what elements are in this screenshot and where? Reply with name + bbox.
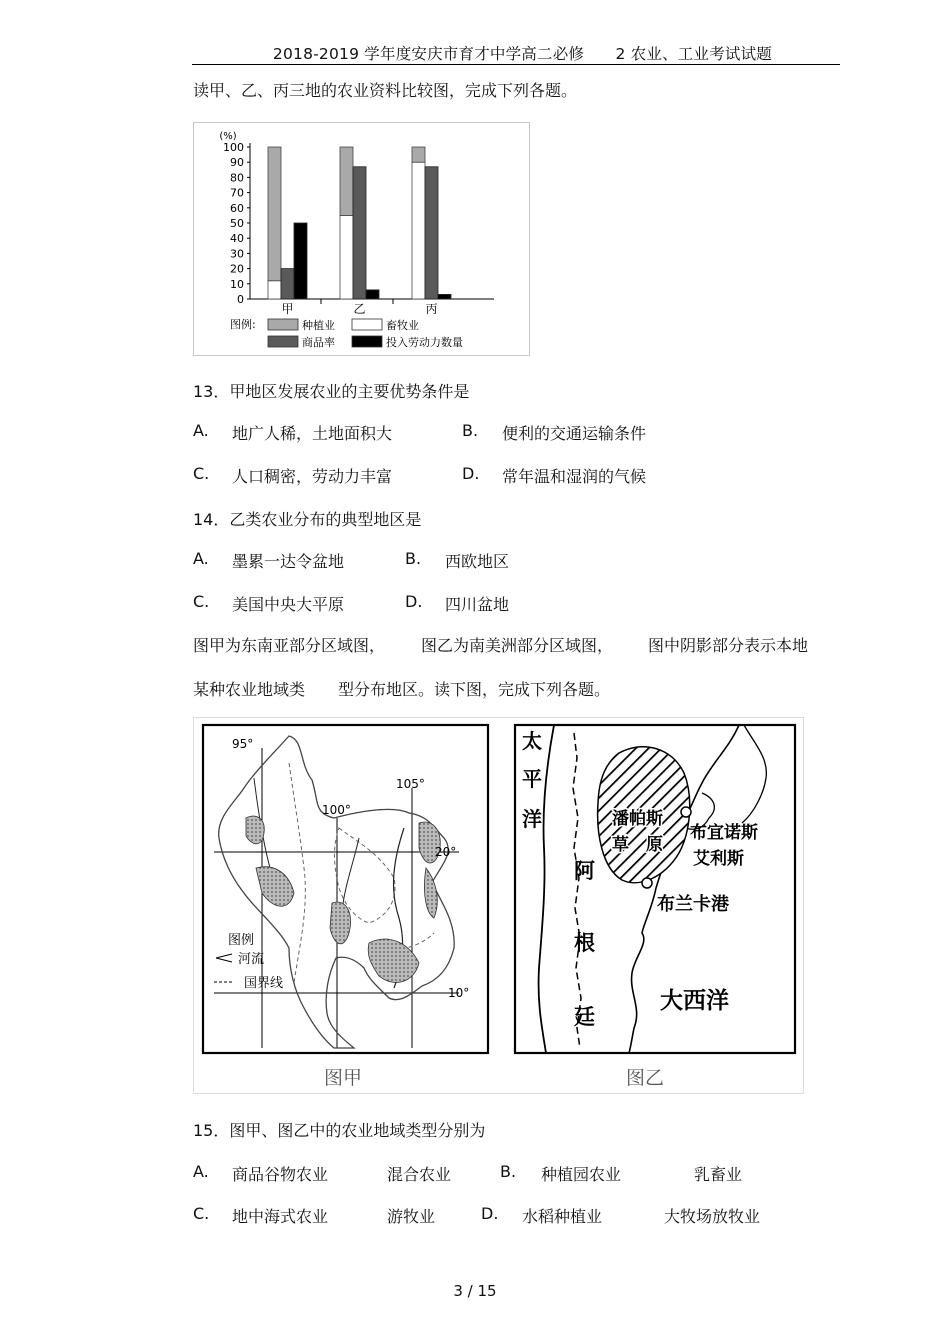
argentina-char-2: 根 [574,931,595,955]
q15-option-a-letter: A. [193,1162,209,1181]
q13-option-b: 便利的交通运输条件 [502,424,647,443]
y-axis-unit: (%) [219,131,237,142]
q15-option-b-second: 乳畜业 [694,1165,743,1184]
intro2-part-5: 型分布地区。读下图，完成下列各题。 [338,680,611,699]
q15-stem: 15．图甲、图乙中的农业地域类型分别为 [193,1121,486,1140]
q13-option-c-letter: C. [193,464,210,483]
bahia-blanca-marker [642,878,652,888]
legend-label: 投入劳动力数量 [386,336,463,349]
map-jia [203,725,488,1089]
atlantic-label: 大西洋 [660,988,729,1014]
pacific-char-1: 太 [522,729,542,753]
q15-option-d-first: 水稻种植业 [522,1207,603,1226]
y-tick-label: 60 [230,201,244,215]
shaded-area-1 [246,816,264,844]
q14-option-d-letter: D. [405,592,423,611]
intro2-part-1: 图甲为东南亚部分区域图， [193,636,386,655]
maps-svg [194,718,803,1093]
maps-figure [193,717,804,1094]
q15-option-d-letter: D. [481,1204,499,1223]
q13-option-b-letter: B. [462,421,479,440]
q13-option-d-letter: D. [462,464,480,483]
y-tick-label: 0 [237,293,244,306]
y-tick-label: 40 [230,232,244,246]
legend-swatch [352,336,382,347]
agriculture-chart [193,122,530,356]
y-tick-label: 100 [223,141,244,154]
q15-option-c-letter: C. [193,1204,210,1223]
pacific-char-2: 平 [522,767,542,791]
bar-畜牧业 [412,162,425,299]
buenos-aires-label-2: 艾利斯 [693,849,744,869]
buenos-aires-label-1: 布宜诺斯 [690,823,758,843]
q15-option-a-second: 混合农业 [387,1165,452,1184]
map-yi [515,725,795,1089]
q13-option-a: 地广人稀，土地面积大 [232,424,393,443]
legend-swatch [352,319,382,330]
q15-option-b-letter: B. [500,1162,517,1181]
shaded-area-3 [330,902,350,944]
q15-option-c-second: 游牧业 [387,1207,436,1226]
legend-swatch [268,319,298,330]
q15-option-b-first: 种植园农业 [541,1165,622,1184]
legend-label: 种植业 [302,319,335,332]
q14-stem: 14．乙类农业分布的典型地区是 [193,510,422,529]
legend-swatch [268,336,298,347]
header-title: 2018-2019 学年度安庆市育才中学高二必修 2 农业、工业考试试题 [272,45,772,63]
bar-种植业 [340,147,353,215]
bar-投入劳动力数量 [438,294,451,299]
q14-option-b-letter: B. [405,549,422,568]
q13-option-c: 人口稠密，劳动力丰富 [232,467,393,486]
y-tick-label: 30 [230,247,244,261]
q13-stem: 13．甲地区发展农业的主要优势条件是 [193,382,470,401]
page-number: 3 / 15 [453,1282,497,1300]
map-jia-caption: 图甲 [324,1067,363,1089]
bar-商品率 [281,269,294,299]
lon-95-label: 95° [232,737,254,751]
q14-option-a-letter: A. [193,549,209,568]
q15-option-c-first: 地中海式农业 [232,1207,329,1226]
bar-种植业 [268,147,281,281]
y-tick-label: 80 [230,171,244,185]
q14-option-c: 美国中央大平原 [232,595,345,614]
x-category-label: 丙 [425,302,438,316]
q14-option-c-letter: C. [193,592,210,611]
legend-border: 国界线 [244,976,284,991]
lon-105-label: 105° [396,777,425,791]
page-header [192,38,840,65]
bar-投入劳动力数量 [294,223,307,299]
y-tick-label: 50 [230,217,244,230]
q14-option-a: 墨累一达令盆地 [232,552,345,571]
legend-title: 图例 [228,933,255,948]
q15-option-d-second: 大牧场放牧业 [664,1207,761,1226]
legend-river: 河流 [238,952,265,967]
bar-商品率 [425,167,438,299]
argentina-char-1: 阿 [574,859,595,883]
y-tick-label: 10 [230,277,244,291]
intro2-part-4: 某种农业地域类 [193,680,306,699]
bar-投入劳动力数量 [366,290,379,299]
y-tick-label: 20 [230,262,244,276]
legend-label: 畜牧业 [386,319,419,332]
chart-svg [194,123,529,355]
q15-option-a-first: 商品谷物农业 [232,1165,329,1184]
y-tick-label: 70 [230,186,244,200]
pacific-char-3: 洋 [522,807,542,831]
buenos-aires-marker [681,807,691,817]
pampas-label-1: 潘帕斯 [612,809,663,829]
argentina-char-3: 廷 [574,1005,595,1029]
q14-option-d: 四川盆地 [445,595,510,614]
bar-商品率 [353,167,366,299]
legend-label: 商品率 [302,336,335,349]
intro2-part-2: 图乙为南美洲部分区域图， [421,636,614,655]
q13-option-a-letter: A. [193,421,209,440]
map-yi-caption: 图乙 [626,1067,665,1089]
intro2-part-3: 图中阴影部分表示本地 [648,636,809,655]
x-category-label: 乙 [353,302,366,316]
pampas-label-2: 草 原 [612,835,663,855]
lat-20-label: 20° [435,845,457,859]
q14-option-b: 西欧地区 [445,552,510,571]
legend-prefix: 图例: [230,318,256,331]
lat-10-label: 10° [448,986,470,1000]
y-tick-label: 90 [230,156,244,170]
q13-option-d: 常年温和湿润的气候 [502,467,647,486]
bar-种植业 [412,147,425,162]
bahia-blanca-label: 布兰卡港 [657,894,729,915]
bar-畜牧业 [340,215,353,299]
bar-畜牧业 [268,281,281,299]
lon-100-label: 100° [322,803,351,817]
x-category-label: 甲 [281,302,294,316]
intro-text: 读甲、乙、丙三地的农业资料比较图，完成下列各题。 [193,81,578,100]
